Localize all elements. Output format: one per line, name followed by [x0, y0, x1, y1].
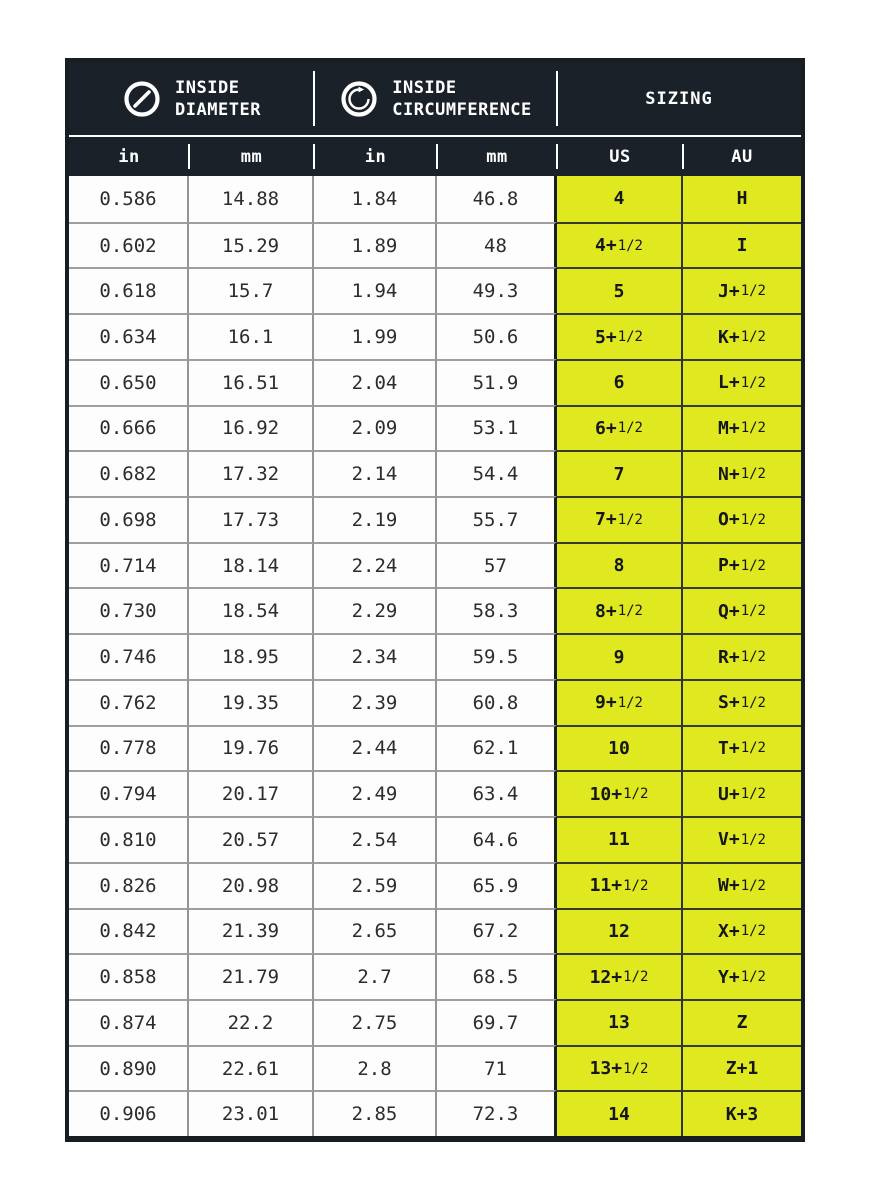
cell-diameter-mm: 20.98: [189, 862, 314, 908]
table-row: [69, 816, 801, 862]
cell-au-size: [683, 770, 801, 816]
size-value: 11: [608, 829, 630, 851]
table-row: [69, 222, 801, 268]
cell-circumference-in: 1.89: [314, 222, 437, 268]
size-value: 4: [613, 188, 625, 210]
size-fraction: 1/2: [617, 420, 643, 437]
cell-au-size: [683, 816, 801, 862]
size-value: 9: [613, 646, 625, 668]
cell-circumference-in: 2.39: [314, 679, 437, 725]
size-fraction: 1/2: [623, 786, 649, 803]
cell-circumference-mm: 71: [437, 1045, 557, 1091]
table-row: [69, 359, 801, 405]
size-value: O+: [718, 509, 740, 531]
header-group-sizing: [557, 62, 801, 135]
cell-circumference-mm: 72.3: [437, 1090, 557, 1136]
size-fraction: 1/2: [617, 694, 643, 711]
cell-diameter-mm: 23.01: [189, 1090, 314, 1136]
cell-au-size: [683, 359, 801, 405]
table-row: [69, 542, 801, 588]
size-value: 12: [608, 920, 630, 942]
header-group-inside-circumference: [314, 62, 557, 135]
size-fraction: 1/2: [740, 831, 766, 848]
table-row: [69, 633, 801, 679]
cell-circumference-in: 2.24: [314, 542, 437, 588]
cell-us-size: [557, 496, 683, 542]
cell-circumference-mm: 53.1: [437, 405, 557, 451]
cell-us-size: [557, 587, 683, 633]
cell-au-size: [683, 953, 801, 999]
table-header-groups: [69, 62, 801, 135]
size-value: 8+: [595, 600, 617, 622]
table-row: [69, 953, 801, 999]
cell-us-size: [557, 542, 683, 588]
cell-us-size: [557, 176, 683, 222]
size-value: H: [736, 188, 748, 210]
size-fraction: 1/2: [617, 511, 643, 528]
size-fraction: 1/2: [740, 694, 766, 711]
cell-diameter-mm: 19.35: [189, 679, 314, 725]
size-fraction: 1/2: [740, 374, 766, 391]
cell-diameter-mm: 14.88: [189, 176, 314, 222]
cell-au-size: [683, 587, 801, 633]
table-row: [69, 862, 801, 908]
cell-circumference-in: 2.8: [314, 1045, 437, 1091]
cell-circumference-mm: 48: [437, 222, 557, 268]
size-value: 5: [613, 280, 625, 302]
table-row: [69, 450, 801, 496]
header-label-inside-diameter: [175, 77, 261, 121]
cell-diameter-in: 0.666: [69, 405, 189, 451]
column-header-diameter-mm: mm: [189, 137, 314, 176]
size-value: 14: [608, 1103, 630, 1125]
cell-au-size: [683, 542, 801, 588]
table-row: [69, 999, 801, 1045]
circumference-icon: [339, 79, 379, 119]
cell-diameter-in: 0.810: [69, 816, 189, 862]
cell-diameter-in: 0.858: [69, 953, 189, 999]
header-group-inside-diameter: [69, 62, 314, 135]
cell-us-size: [557, 313, 683, 359]
table-row: [69, 908, 801, 954]
cell-circumference-mm: 69.7: [437, 999, 557, 1045]
size-value: 7+: [595, 509, 617, 531]
size-value: 12+: [589, 966, 623, 988]
cell-us-size: [557, 633, 683, 679]
cell-circumference-in: 2.65: [314, 908, 437, 954]
size-fraction: 1/2: [740, 923, 766, 940]
cell-diameter-mm: 16.51: [189, 359, 314, 405]
cell-diameter-in: 0.826: [69, 862, 189, 908]
table-row: [69, 1045, 801, 1091]
size-value: I: [736, 235, 748, 257]
size-value: 13: [608, 1012, 630, 1034]
size-value: 9+: [595, 692, 617, 714]
column-header-circumference-in: in: [314, 137, 437, 176]
cell-circumference-in: 2.34: [314, 633, 437, 679]
cell-diameter-in: 0.586: [69, 176, 189, 222]
size-value: 5+: [595, 326, 617, 348]
cell-diameter-mm: 15.7: [189, 267, 314, 313]
cell-diameter-mm: 18.54: [189, 587, 314, 633]
cell-circumference-in: 1.94: [314, 267, 437, 313]
cell-circumference-in: 2.14: [314, 450, 437, 496]
size-fraction: 1/2: [740, 786, 766, 803]
cell-diameter-mm: 22.2: [189, 999, 314, 1045]
size-value: Z: [736, 1012, 748, 1034]
size-value: 8: [613, 555, 625, 577]
size-value: 6: [613, 372, 625, 394]
cell-diameter-in: 0.890: [69, 1045, 189, 1091]
cell-us-size: [557, 359, 683, 405]
size-fraction: 1/2: [740, 511, 766, 528]
size-value: T+: [718, 737, 740, 759]
cell-diameter-mm: 16.1: [189, 313, 314, 359]
cell-circumference-mm: 64.6: [437, 816, 557, 862]
header-line: CIRCUMFERENCE: [392, 99, 532, 120]
cell-diameter-in: 0.746: [69, 633, 189, 679]
cell-au-size: [683, 633, 801, 679]
size-conversion-table: [65, 58, 805, 1142]
cell-circumference-mm: 59.5: [437, 633, 557, 679]
cell-circumference-in: 2.44: [314, 725, 437, 771]
cell-au-size: [683, 313, 801, 359]
cell-diameter-in: 0.714: [69, 542, 189, 588]
cell-diameter-mm: 20.57: [189, 816, 314, 862]
cell-diameter-in: 0.842: [69, 908, 189, 954]
size-fraction: 1/2: [740, 603, 766, 620]
cell-diameter-mm: 19.76: [189, 725, 314, 771]
cell-circumference-in: 2.49: [314, 770, 437, 816]
size-value: Y+: [718, 966, 740, 988]
table-row: [69, 313, 801, 359]
table-row: [69, 770, 801, 816]
cell-au-size: [683, 176, 801, 222]
size-value: M+: [718, 417, 740, 439]
cell-us-size: [557, 222, 683, 268]
cell-au-size: [683, 496, 801, 542]
cell-diameter-in: 0.618: [69, 267, 189, 313]
size-value: 10: [608, 737, 630, 759]
size-fraction: 1/2: [740, 329, 766, 346]
cell-diameter-mm: 18.95: [189, 633, 314, 679]
table-row: [69, 679, 801, 725]
cell-us-size: [557, 908, 683, 954]
size-value: K+3: [725, 1103, 759, 1125]
cell-au-size: [683, 999, 801, 1045]
cell-au-size: [683, 725, 801, 771]
cell-diameter-mm: 18.14: [189, 542, 314, 588]
size-fraction: 1/2: [623, 877, 649, 894]
size-fraction: 1/2: [617, 603, 643, 620]
diameter-icon: [122, 79, 162, 119]
cell-diameter-mm: 22.61: [189, 1045, 314, 1091]
size-value: L+: [718, 372, 740, 394]
cell-diameter-mm: 21.39: [189, 908, 314, 954]
cell-circumference-in: 2.04: [314, 359, 437, 405]
cell-diameter-in: 0.874: [69, 999, 189, 1045]
cell-circumference-mm: 57: [437, 542, 557, 588]
header-line: INSIDE: [392, 77, 457, 98]
table-row: [69, 405, 801, 451]
cell-circumference-in: 2.7: [314, 953, 437, 999]
size-fraction: 1/2: [740, 557, 766, 574]
cell-au-size: [683, 1045, 801, 1091]
cell-diameter-mm: 20.17: [189, 770, 314, 816]
size-fraction: 1/2: [740, 877, 766, 894]
cell-diameter-in: 0.730: [69, 587, 189, 633]
size-value: X+: [718, 920, 740, 942]
header-line: INSIDE: [175, 77, 240, 98]
size-fraction: 1/2: [617, 329, 643, 346]
cell-au-size: [683, 1090, 801, 1136]
cell-us-size: [557, 999, 683, 1045]
size-value: P+: [718, 555, 740, 577]
cell-diameter-in: 0.778: [69, 725, 189, 771]
size-value: 6+: [595, 417, 617, 439]
cell-diameter-in: 0.602: [69, 222, 189, 268]
cell-circumference-mm: 68.5: [437, 953, 557, 999]
cell-circumference-mm: 46.8: [437, 176, 557, 222]
cell-au-size: [683, 450, 801, 496]
size-fraction: 1/2: [740, 420, 766, 437]
cell-circumference-mm: 51.9: [437, 359, 557, 405]
cell-us-size: [557, 679, 683, 725]
cell-circumference-mm: 55.7: [437, 496, 557, 542]
cell-circumference-mm: 58.3: [437, 587, 557, 633]
cell-circumference-mm: 65.9: [437, 862, 557, 908]
size-fraction: 1/2: [617, 237, 643, 254]
size-fraction: 1/2: [740, 283, 766, 300]
cell-diameter-in: 0.650: [69, 359, 189, 405]
table-row: [69, 496, 801, 542]
cell-diameter-mm: 17.73: [189, 496, 314, 542]
size-fraction: 1/2: [740, 969, 766, 986]
cell-circumference-in: 2.59: [314, 862, 437, 908]
cell-circumference-in: 2.85: [314, 1090, 437, 1136]
column-header-circumference-mm: mm: [437, 137, 557, 176]
cell-diameter-mm: 16.92: [189, 405, 314, 451]
size-value: Z+1: [725, 1058, 759, 1080]
cell-circumference-mm: 63.4: [437, 770, 557, 816]
table-subheader: [69, 137, 801, 176]
header-line: DIAMETER: [175, 99, 261, 120]
cell-diameter-in: 0.906: [69, 1090, 189, 1136]
cell-circumference-mm: 62.1: [437, 725, 557, 771]
cell-circumference-in: 2.19: [314, 496, 437, 542]
size-value: U+: [718, 783, 740, 805]
cell-circumference-in: 2.75: [314, 999, 437, 1045]
cell-circumference-in: 2.54: [314, 816, 437, 862]
table-row: [69, 587, 801, 633]
cell-diameter-mm: 15.29: [189, 222, 314, 268]
cell-au-size: [683, 862, 801, 908]
column-header-us: US: [557, 137, 683, 176]
size-value: 4+: [595, 235, 617, 257]
size-fraction: 1/2: [623, 969, 649, 986]
size-value: 11+: [589, 875, 623, 897]
cell-us-size: [557, 450, 683, 496]
size-fraction: 1/2: [623, 1060, 649, 1077]
cell-diameter-in: 0.634: [69, 313, 189, 359]
cell-us-size: [557, 267, 683, 313]
cell-circumference-mm: 50.6: [437, 313, 557, 359]
cell-us-size: [557, 1045, 683, 1091]
table-header: [69, 62, 801, 176]
cell-us-size: [557, 770, 683, 816]
cell-circumference-in: 2.09: [314, 405, 437, 451]
cell-circumference-mm: 60.8: [437, 679, 557, 725]
cell-au-size: [683, 679, 801, 725]
size-value: W+: [718, 875, 740, 897]
size-fraction: 1/2: [740, 740, 766, 757]
table-body: [69, 176, 801, 1136]
cell-diameter-in: 0.794: [69, 770, 189, 816]
cell-au-size: [683, 908, 801, 954]
column-header-diameter-in: in: [118, 146, 140, 167]
header-label-sizing: SIZING: [645, 88, 713, 109]
size-value: Q+: [718, 600, 740, 622]
header-label-inside-circumference: [392, 77, 532, 121]
size-value: S+: [718, 692, 740, 714]
cell-circumference-mm: 49.3: [437, 267, 557, 313]
size-value: N+: [718, 463, 740, 485]
cell-us-size: [557, 816, 683, 862]
size-value: K+: [718, 326, 740, 348]
cell-circumference-in: 1.99: [314, 313, 437, 359]
cell-circumference-in: 2.29: [314, 587, 437, 633]
table-row: [69, 176, 801, 222]
size-value: J+: [718, 280, 740, 302]
cell-circumference-mm: 67.2: [437, 908, 557, 954]
cell-diameter-mm: 17.32: [189, 450, 314, 496]
cell-au-size: [683, 267, 801, 313]
size-value: 13+: [589, 1058, 623, 1080]
cell-au-size: [683, 222, 801, 268]
size-value: 7: [613, 463, 625, 485]
cell-diameter-in: 0.698: [69, 496, 189, 542]
cell-au-size: [683, 405, 801, 451]
table-row: [69, 1090, 801, 1136]
column-header-au: AU: [683, 137, 801, 176]
cell-us-size: [557, 725, 683, 771]
size-value: V+: [718, 829, 740, 851]
table-row: [69, 267, 801, 313]
cell-diameter-in: 0.682: [69, 450, 189, 496]
size-fraction: 1/2: [740, 466, 766, 483]
cell-diameter-mm: 21.79: [189, 953, 314, 999]
cell-circumference-in: 1.84: [314, 176, 437, 222]
cell-us-size: [557, 953, 683, 999]
size-fraction: 1/2: [740, 649, 766, 666]
size-value: 10+: [589, 783, 623, 805]
size-value: R+: [718, 646, 740, 668]
cell-circumference-mm: 54.4: [437, 450, 557, 496]
cell-us-size: [557, 862, 683, 908]
cell-diameter-in: 0.762: [69, 679, 189, 725]
cell-us-size: [557, 1090, 683, 1136]
cell-us-size: [557, 405, 683, 451]
table-row: [69, 725, 801, 771]
